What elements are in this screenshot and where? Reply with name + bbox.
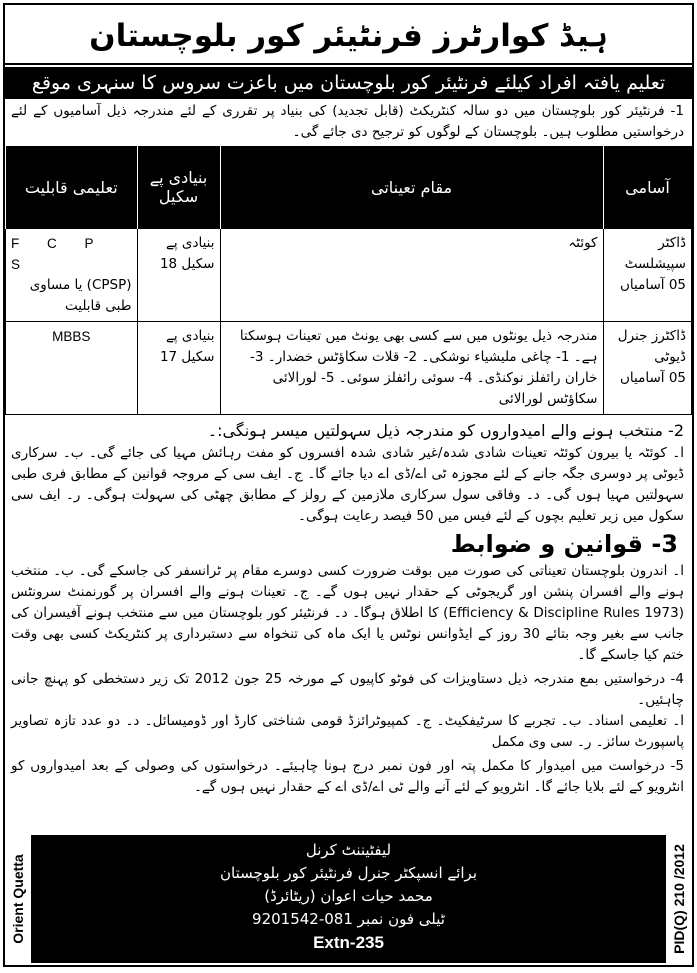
header-scale: بنیادی پے سکیل	[137, 146, 220, 229]
table-header	[6, 146, 692, 229]
header-location: مقام تعیناتی	[220, 146, 603, 229]
post-count: 05 آسامیاں	[620, 277, 686, 293]
phone-number: ٹیلی فون نمبر 081-9201542	[252, 910, 445, 928]
table-row	[6, 322, 692, 415]
post-cell	[603, 229, 692, 322]
agency-text: Orient Quetta	[10, 854, 26, 944]
section-4-body: ا۔ تعلیمی اسناد۔ ب۔ تجربے کا سرٹیفکیٹ۔ ج۔ کمپیوٹرائزڈ قومی شناختی کارڈ اور ڈومیسائل۔ د۔ دو عدد تازہ تصاویر پاسپورٹ سائز۔ ر۔ سی وی مکمل	[11, 713, 684, 750]
posts-table	[5, 146, 692, 415]
scale-cell: بنیادی پے سکیل 17	[137, 322, 220, 415]
location-cell: کوئٹہ	[220, 229, 603, 322]
signature-block	[31, 835, 666, 963]
qualification-text: (CPSP) یا مساوی طبی قابلیت	[29, 277, 132, 314]
post-count: 05 آسامیاں	[620, 370, 686, 386]
section-4-heading: 4- درخواستیں بمع مندرجہ ذیل دستاویزات کی فوٹو کاپیوں کے مورخہ 25 جون 2012 تک زیر دستخطی کو پہنچ جانی چاہئیں۔	[11, 671, 684, 708]
phone-extension: Extn-235	[313, 933, 384, 952]
ad-subtitle: تعلیم یافتہ افراد کیلئے فرنٹیئر کور بلوچستان میں باعزت سروس کا سنہری موقع	[5, 67, 692, 99]
footer-row	[5, 835, 692, 963]
qualification-en: F C P S	[11, 236, 106, 272]
agency-label	[5, 835, 31, 963]
advertisement	[3, 3, 694, 967]
signatory-name: محمد حیات اعوان (ریٹائرڈ)	[264, 887, 433, 905]
qualification-cell	[6, 322, 138, 415]
section-3-heading: 3- قوانین و ضوابط	[450, 530, 678, 558]
header-post: آسامی	[603, 146, 692, 229]
section-2-body: ا۔ کوئٹہ یا بیرون کوئٹہ تعینات شادی شدہ/غیر شادی شدہ افسروں کو مفت رہائش مہیا کی جائے گی۔ ب۔ سرکاری ڈیوٹی پر دوسری جگہ جانے کے لئے مجوزہ ٹی اے/ڈی اے دیا جائے گا۔ ج۔ ایف سی کے مروجہ قوانین کے مطابق فری طبی سہولتیں مہیا ہوں گی۔ د۔ وفاقی سول سرکاری ملازمین کے رولز کے مطابق چھٹی کی سہولت ہوگی۔ ر۔ ایف سی سکول میں زیر تعلیم بچوں کے لئے فیس میں 50 فیصد رعایت ہوگی۔	[11, 445, 684, 524]
signatory-rank: لیفٹیننٹ کرنل	[305, 841, 392, 859]
section-5: 5- درخواست میں امیدوار کا مکمل پتہ اور فون نمبر درج ہونا چاہیئے۔ درخواستوں کی وصولی کے بعد امیدواروں کو انٹرویو کے لئے بلایا جائے گا۔ انٹرویو کے لئے آنے والے ٹی اے/ڈی اے کے حقدار نہیں ہوں گے۔	[11, 758, 684, 795]
location-cell: مندرجہ ذیل یونٹوں میں سے کسی بھی یونٹ میں تعینات ہوسکتا ہے۔ 1- چاغی ملیشیاء نوشکی۔ 2- قلات سکاؤٹس خضدار۔ 3- خاران رائفلز نوکنڈی۔ 4- سوئی رائفلز سوئی۔ 5- لورالائی سکاؤٹس لورالائی	[220, 322, 603, 415]
signatory-for: برائے انسپکٹر جنرل فرنٹیئر کور بلوچستان	[220, 864, 477, 882]
qualification-en: MBBS	[52, 329, 91, 344]
post-cell	[603, 322, 692, 415]
post-name: ڈاکٹرز جنرل ڈیوٹی	[617, 328, 686, 365]
spacer	[5, 798, 692, 835]
header-qualification: تعلیمی قابلیت	[6, 146, 138, 229]
table-row	[6, 229, 692, 322]
section-2-heading: 2- منتخب ہونے والے امیدواروں کو مندرجہ ذیل سہولتیں میسر ہونگی:۔	[207, 421, 684, 440]
pid-label	[666, 835, 692, 963]
qualification-cell	[6, 229, 138, 322]
scale-cell: بنیادی پے سکیل 18	[137, 229, 220, 322]
pid-text: PID(Q) 210 /2012	[671, 844, 687, 954]
post-name: ڈاکٹر سپیشلسٹ	[624, 235, 686, 272]
section-1: 1- فرنٹیئر کور بلوچستان میں دو سالہ کنٹریکٹ (قابل تجدید) کی بنیاد پر تقرری کے لئے مندرجہ ذیل آسامیوں کے لئے درخواستیں مطلوب ہیں۔ بلوچستان کے لوگوں کو ترجیح دی جائے گی۔	[11, 103, 684, 140]
section-3-body: ا۔ اندرون بلوچستان تعیناتی کی صورت میں بوقت ضرورت کسی دوسرے مقام پر ٹرانسفر کی جاسکے گی۔ ب۔ منتخب ہونے والے افسران پنشن اور گریجوٹی کے حقدار نہیں ہوں گے۔ ج۔ تعینات ہونے والے افسران پر گورنمنٹ سرونٹس (Efficiency & Discipline Rules 1973) کا اطلاق ہوگا۔ د۔ فرنٹیئر کور بلوچستان میں سے منتخب ہونے آفیسران کی جانب سے بغیر وجہ بتائے 30 روز کے ایڈوانس نوٹس یا ایک ماہ کی تنخواہ سے دستبرداری پر کنٹریکٹ کسی بھی وقت ختم کیا جاسکے گا۔	[11, 563, 684, 663]
ad-title: ہیڈ کوارٹرز فرنٹیئر کور بلوچستان	[5, 9, 692, 65]
